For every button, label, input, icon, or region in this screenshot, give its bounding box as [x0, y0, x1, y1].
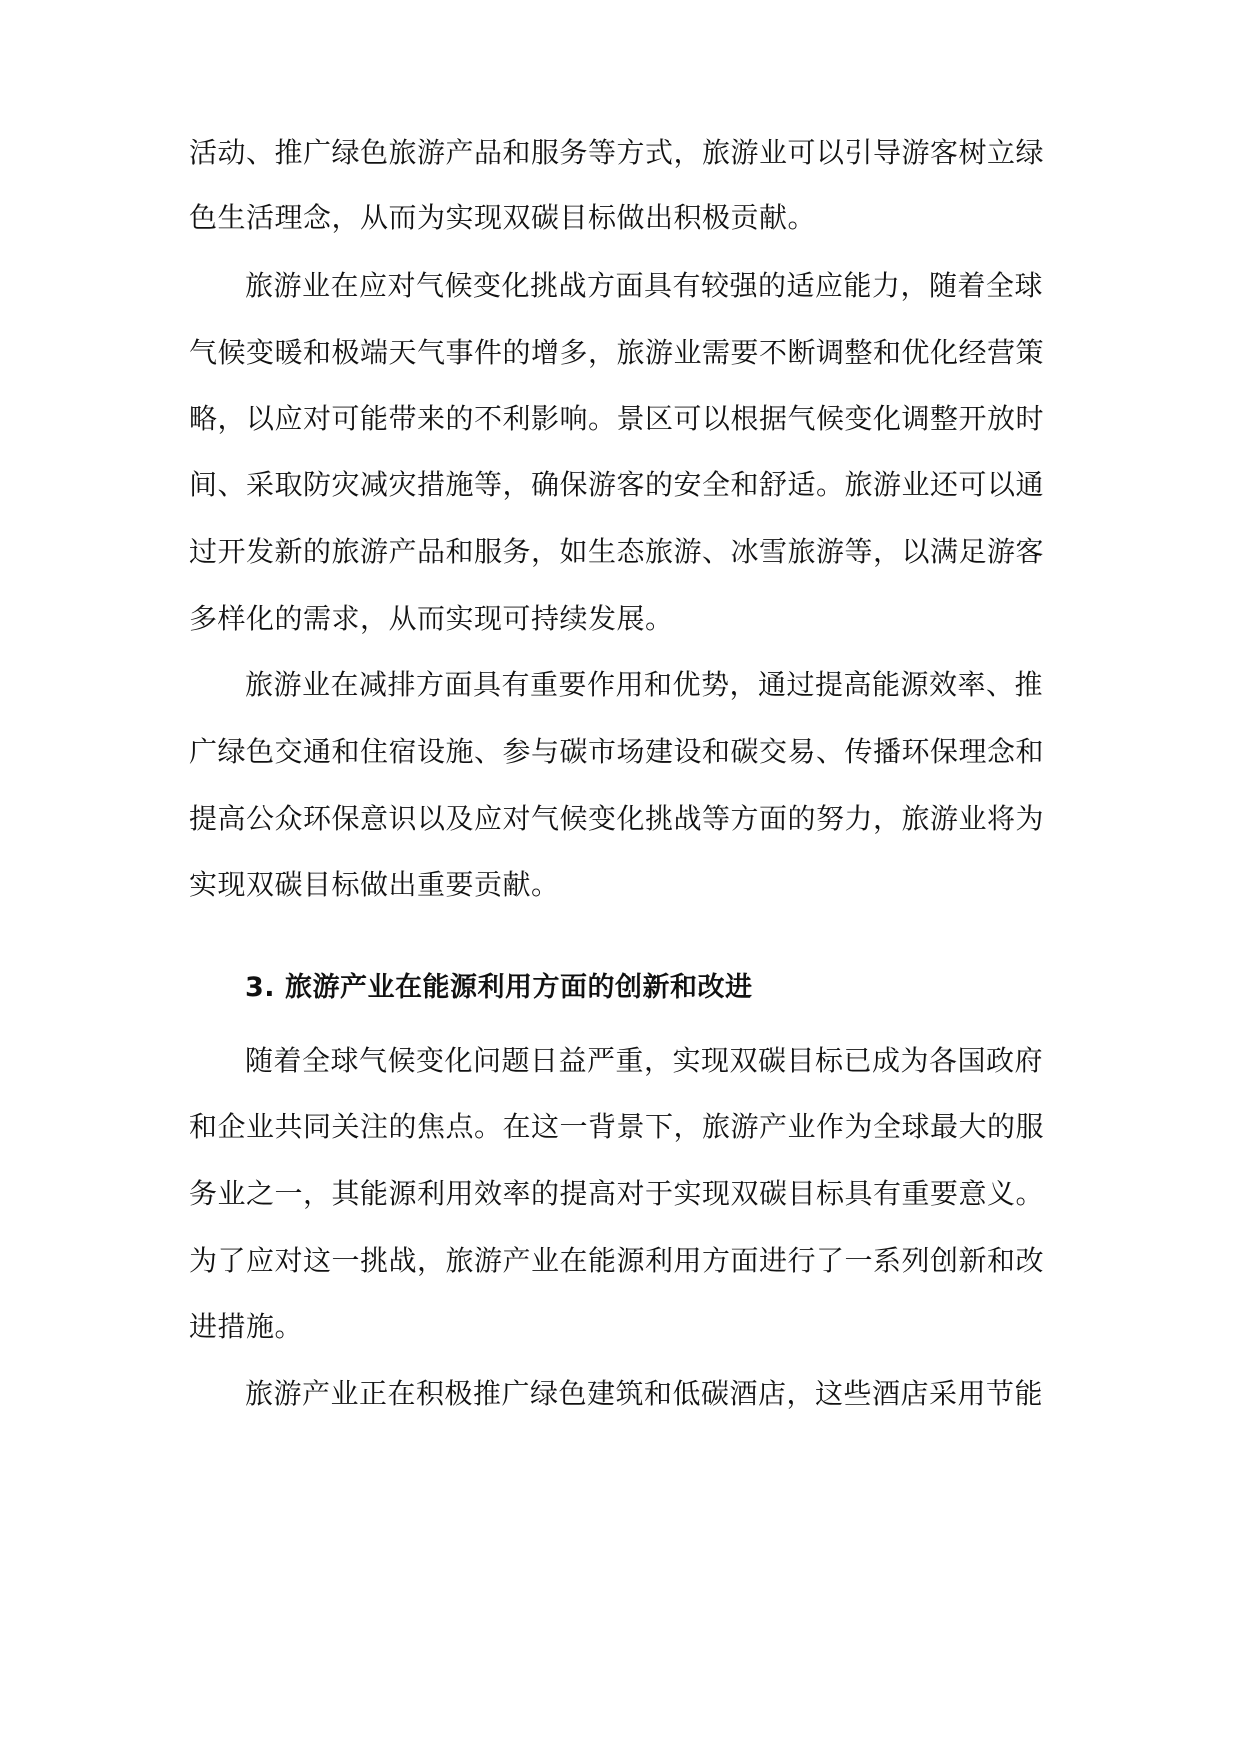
- paragraph-5-line-1: 旅游产业正在积极推广绿色建筑和低碳酒店，这些酒店采用节能: [245, 1377, 1044, 1410]
- paragraph-4-line-3: 务业之一，其能源利用效率的提高对于实现双碳目标具有重要意义。: [189, 1177, 1045, 1210]
- paragraph-2-line-4: 间、采取防灾减灾措施等，确保游客的安全和舒适。旅游业还可以通: [189, 468, 1045, 501]
- paragraph-1-line-2: 色生活理念，从而为实现双碳目标做出积极贡献。: [189, 201, 817, 234]
- paragraph-2-line-5: 过开发新的旅游产品和服务，如生态旅游、冰雪旅游等，以满足游客: [189, 535, 1045, 568]
- paragraph-4-line-1: 随着全球气候变化问题日益严重，实现双碳目标已成为各国政府: [245, 1044, 1044, 1077]
- paragraph-1-line-1: 活动、推广绿色旅游产品和服务等方式，旅游业可以引导游客树立绿: [189, 136, 1045, 169]
- paragraph-3-line-3: 提高公众环保意识以及应对气候变化挑战等方面的努力，旅游业将为: [189, 802, 1045, 835]
- paragraph-4-line-5: 进措施。: [189, 1310, 304, 1343]
- paragraph-3-line-1: 旅游业在减排方面具有重要作用和优势，通过提高能源效率、推: [245, 668, 1044, 701]
- paragraph-4-line-2: 和企业共同关注的焦点。在这一背景下，旅游产业作为全球最大的服: [189, 1110, 1045, 1143]
- paragraph-3-line-2: 广绿色交通和住宿设施、参与碳市场建设和碳交易、传播环保理念和: [189, 735, 1045, 768]
- paragraph-2-line-6: 多样化的需求，从而实现可持续发展。: [189, 602, 674, 635]
- paragraph-2-line-2: 气候变暖和极端天气事件的增多，旅游业需要不断调整和优化经营策: [189, 336, 1045, 369]
- paragraph-4-line-4: 为了应对这一挑战，旅游产业在能源利用方面进行了一系列创新和改: [189, 1244, 1045, 1277]
- paragraph-2-line-1: 旅游业在应对气候变化挑战方面具有较强的适应能力，随着全球: [245, 269, 1044, 302]
- paragraph-3-line-4: 实现双碳目标做出重要贡献。: [189, 868, 560, 901]
- section-heading: 3. 旅游产业在能源利用方面的创新和改进: [245, 972, 753, 1003]
- paragraph-2-line-3: 略，以应对可能带来的不利影响。景区可以根据气候变化调整开放时: [189, 402, 1045, 435]
